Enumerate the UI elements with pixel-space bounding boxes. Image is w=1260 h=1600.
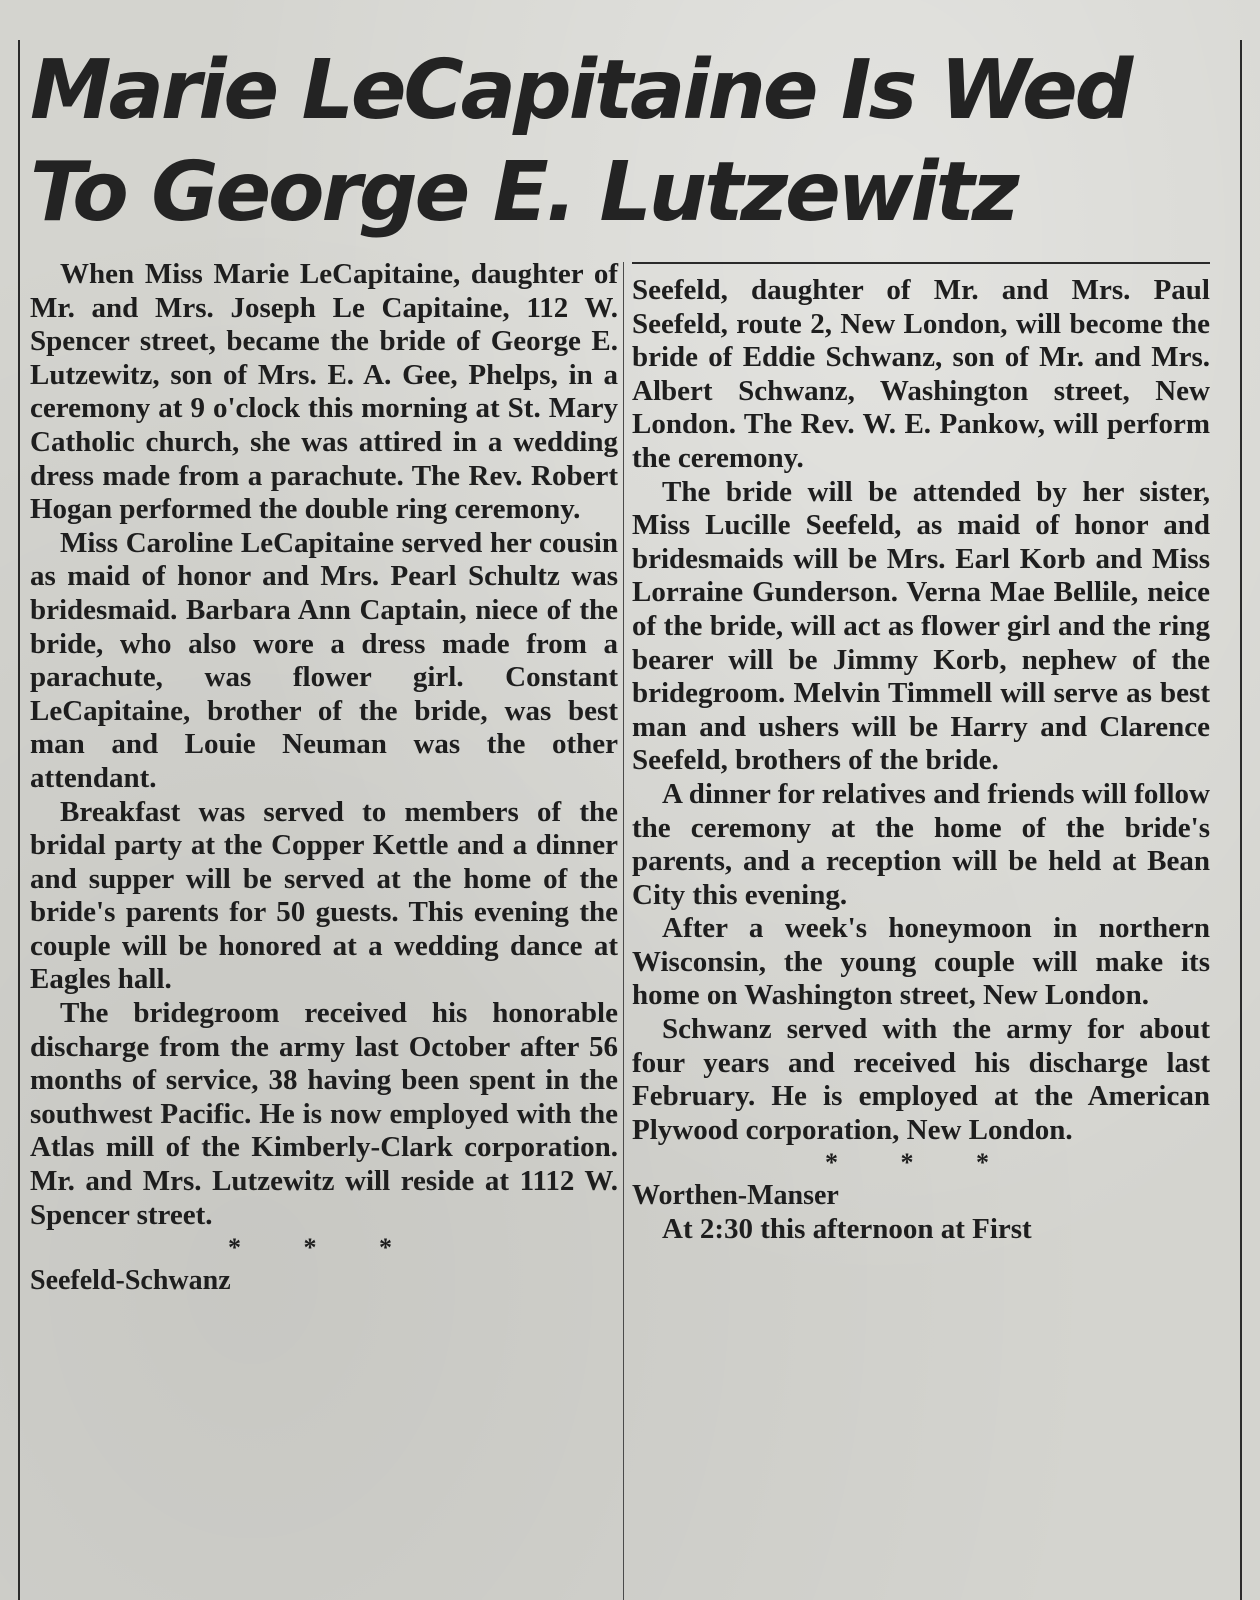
- column-rule-left: [18, 40, 20, 1600]
- right-paragraph-2: The bride will be attended by her sister, Miss Lucille Seefeld, as maid of honor and bridesmaids will be Mrs. Earl Korb and Miss Lorraine Gunderson. Verna Mae Bellile, neice of the bride, will act as flower girl and the ring bearer will be Jimmy Korb, nephew of the bridegroom. Melvin Timmell will serve as best man and ushers will be Harry and Clarence Seefeld, brothers of the bride.: [632, 475, 1210, 777]
- continuation-rule: [632, 262, 1210, 264]
- section-separator-right: * * *: [825, 1148, 1017, 1178]
- left-paragraph-1: When Miss Marie LeCapitaine, daughter of Mr. and Mrs. Joseph Le Capitaine, 112 W. Spencer street, became the bride of George E. Lutzewitz, son of Mrs. E. A. Gee, Phelps, in a ceremony at 9 o'clock this morning at St. Mary Catholic church, she was attired in a wedding dress made from a parachute. The Rev. Robert Hogan performed the double ring ceremony.: [30, 258, 618, 526]
- right-paragraph-5: Schwanz served with the army for about four years and received his discharge last February. He is employed at the American Plywood corporation, New London.: [632, 1013, 1210, 1146]
- worthen-manser-subhead: Worthen-Manser: [632, 1180, 839, 1212]
- left-paragraph-4: The bridegroom received his honorable discharge from the army last October after 56 months of service, 38 having been spent in the southwest Pacific. He is now employed with the Atlas mill of the Kimberly-Clark corporation. Mr. and Mrs. Lutzewitz will reside at 1112 W. Spencer street.: [30, 997, 618, 1231]
- headline-line-1: Marie LeCapitaine Is Wed: [30, 43, 1131, 138]
- right-paragraph-3: A dinner for relatives and friends will follow the ceremony at the home of the bride's parents, and a reception will be held at Bean City this evening.: [632, 777, 1210, 911]
- right-paragraph-1: Seefeld, daughter of Mr. and Mrs. Paul Seefeld, route 2, New London, will become the bride of Eddie Schwanz, son of Mr. and Mrs. Albert Schwanz, Washington street, New London. The Rev. W. E. Pankow, will perform the ceremony.: [632, 274, 1210, 474]
- article-headline: [30, 40, 1230, 244]
- section-separator: * * *: [228, 1233, 420, 1263]
- worthen-manser-paragraph: At 2:30 this afternoon at First: [662, 1213, 1032, 1246]
- left-column: [30, 258, 618, 1298]
- left-paragraph-3: Breakfast was served to members of the bridal party at the Copper Kettle and a dinner and supper will be served at the home of the bride's parents for 50 guests. This evening the couple will be honored at a wedding dance at Eagles hall.: [30, 795, 618, 996]
- right-paragraph-4: After a week's honeymoon in northern Wisconsin, the young couple will make its home on Washington street, New London.: [632, 912, 1210, 1012]
- next-article-subhead: Seefeld-Schwanz: [30, 1265, 231, 1297]
- right-column: [632, 262, 1210, 1247]
- column-rule-right: [1240, 40, 1242, 1600]
- column-divider: [623, 262, 624, 1600]
- headline-line-2: To George E. Lutzewitz: [30, 145, 1017, 240]
- left-paragraph-2: Miss Caroline LeCapitaine served her cousin as maid of honor and Mrs. Pearl Schultz was bridesmaid. Barbara Ann Captain, niece of the bride, who also wore a dress made from a parachute, was flower girl. Constant LeCapitaine, brother of the bride, was best man and Louie Neuman was the other attendant.: [30, 526, 618, 794]
